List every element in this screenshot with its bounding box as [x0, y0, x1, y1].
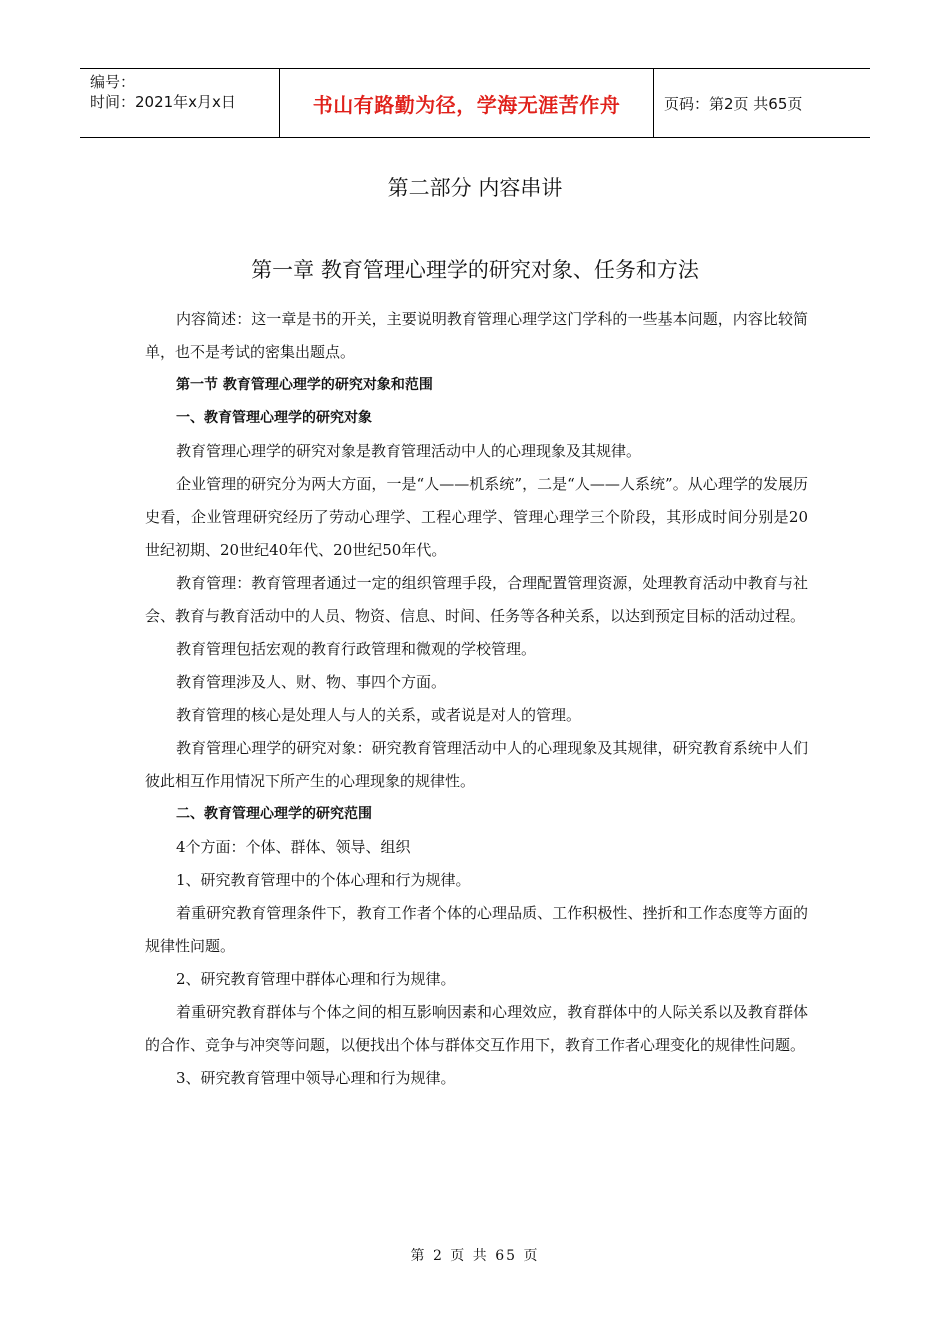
- body-paragraph: 教育管理：教育管理者通过一定的组织管理手段，合理配置管理资源，处理教育活动中教育与社会、教育与教育活动中的人员、物资、信息、时间、任务等各种关系，以达到预定目标的活动过程。: [145, 574, 808, 625]
- list-item: 1、研究教育管理中的个体心理和行为规律。: [176, 871, 471, 889]
- document-number-label: 编号：: [90, 73, 136, 91]
- body-paragraph: 教育管理心理学的研究对象：研究教育管理活动中人的心理现象及其规律，研究教育系统中人们彼此相互作用情况下所产生的心理现象的规律性。: [145, 739, 808, 790]
- document-body: [145, 303, 808, 1095]
- subsection-heading: 二、教育管理心理学的研究范围: [176, 806, 372, 822]
- list-item: 3、研究教育管理中领导心理和行为规律。: [176, 1069, 456, 1087]
- subsection-heading: 一、教育管理心理学的研究对象: [176, 410, 372, 426]
- list-item: 2、研究教育管理中群体心理和行为规律。: [176, 970, 456, 988]
- body-paragraph: 教育管理心理学的研究对象是教育管理活动中人的心理现象及其规律。: [176, 442, 642, 460]
- summary-paragraph: 内容简述：这一章是书的开关，主要说明教育管理心理学这门学科的一些基本问题，内容比较简单，也不是考试的密集出题点。: [145, 310, 808, 361]
- body-paragraph: 着重研究教育管理条件下，教育工作者个体的心理品质、工作积极性、挫折和工作态度等方面的规律性问题。: [145, 904, 808, 955]
- header-meta: [80, 69, 280, 137]
- page-header: [80, 68, 870, 138]
- body-paragraph: 着重研究教育群体与个体之间的相互影响因素和心理效应，教育群体中的人际关系以及教育群体的合作、竞争与冲突等问题，以便找出个体与群体交互作用下，教育工作者心理变化的规律性问题。: [145, 1003, 808, 1054]
- header-page-info: 页码：第2页 共65页: [664, 94, 803, 113]
- body-paragraph: 教育管理涉及人、财、物、事四个方面。: [176, 673, 447, 691]
- body-paragraph: 企业管理的研究分为两大方面，一是“人——机系统”，二是“人——人系统”。从心理学的发展历史看，企业管理研究经历了劳动心理学、工程心理学、管理心理学三个阶段，其形成时间分别是20世纪初期、20世纪40年代、20世纪50年代。: [145, 475, 808, 559]
- body-paragraph: 教育管理包括宏观的教育行政管理和微观的学校管理。: [176, 640, 537, 658]
- section-heading: 第一节 教育管理心理学的研究对象和范围: [176, 377, 433, 393]
- document-time-label: 时间：2021年x月x日: [90, 93, 236, 111]
- body-paragraph: 教育管理的核心是处理人与人的关系，或者说是对人的管理。: [176, 706, 582, 724]
- body-paragraph: 4个方面：个体、群体、领导、组织: [176, 838, 411, 856]
- header-motto: 书山有路勤为径，学海无涯苦作舟: [280, 69, 654, 137]
- page-footer: 第 2 页 共 65 页: [410, 1248, 540, 1264]
- chapter-title: 第一章 教育管理心理学的研究对象、任务和方法: [251, 258, 699, 282]
- part-title: 第二部分 内容串讲: [387, 176, 563, 200]
